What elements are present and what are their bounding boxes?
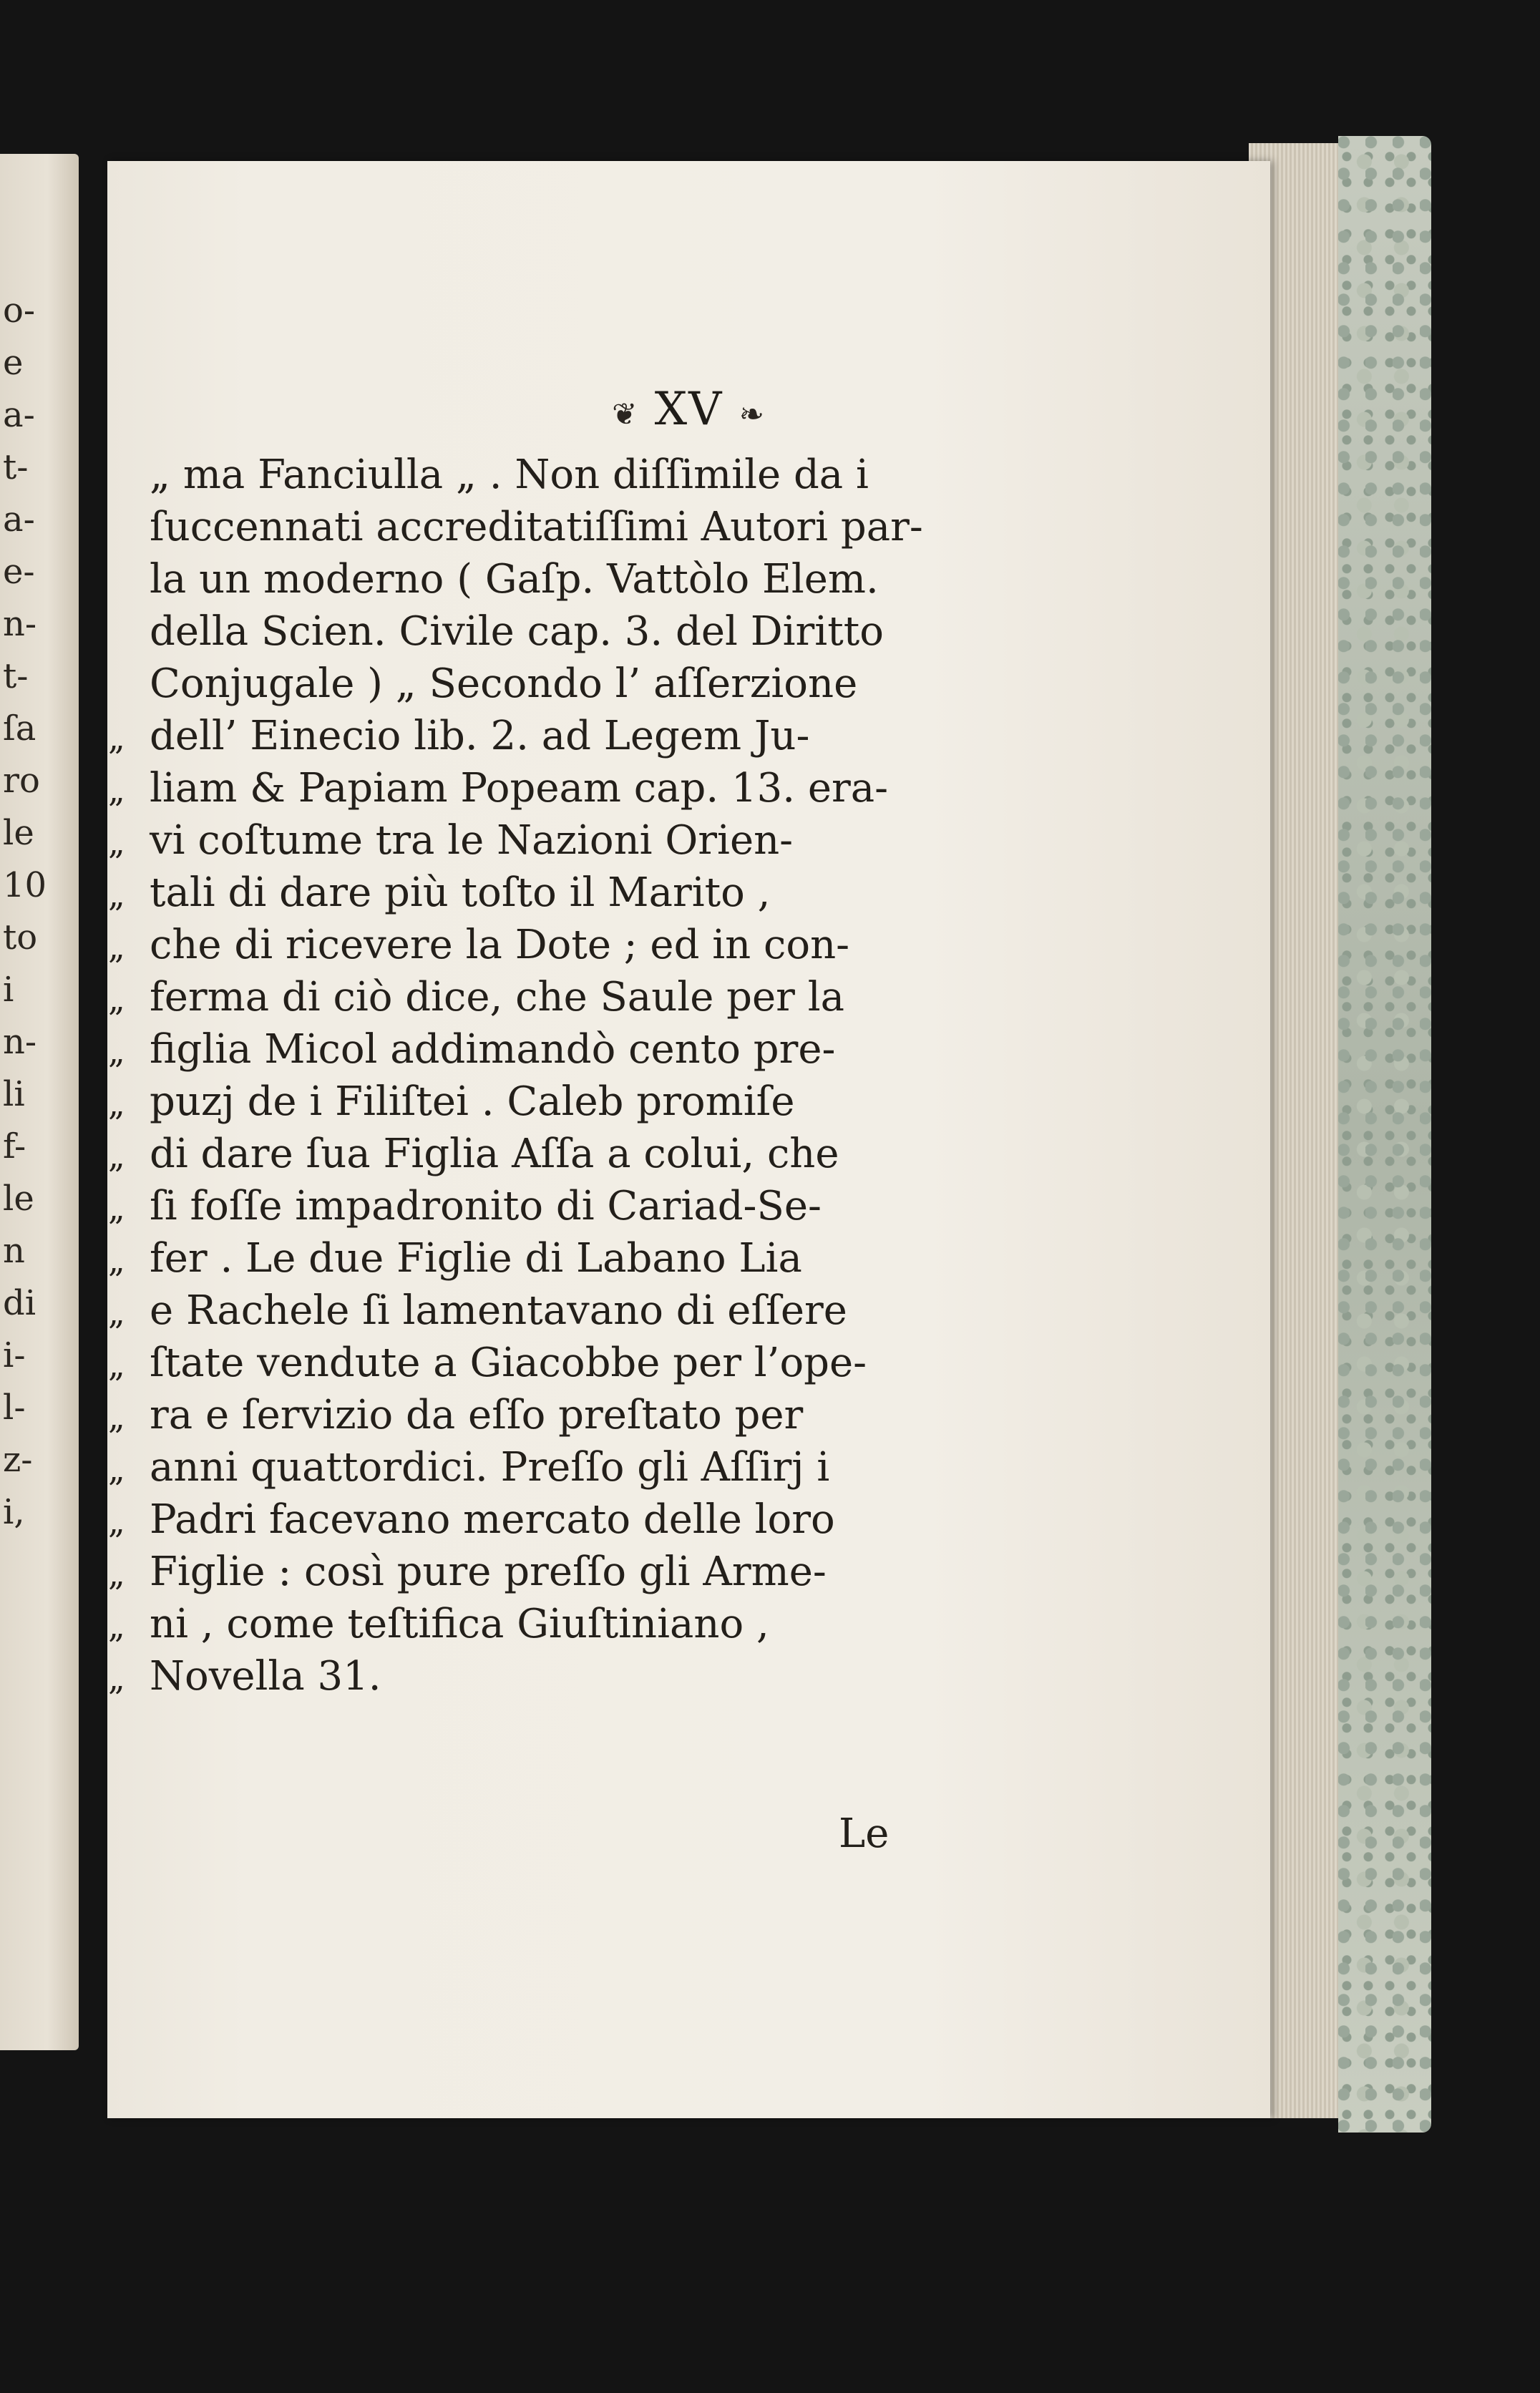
facing-page-fragment: z- xyxy=(3,1440,33,1480)
text-line: „ ſtate vendute a Giacobbe per l’ope- xyxy=(108,1340,867,1386)
page-header xyxy=(107,383,1270,436)
facing-page-fragment: i- xyxy=(3,1335,26,1375)
text-line: „ vi coſtume tra le Nazioni Orien- xyxy=(108,817,794,864)
facing-page-fragment: li xyxy=(3,1074,25,1114)
text-line: „ puzj de i Filiſtei . Caleb promiſe xyxy=(108,1078,795,1125)
marbled-cover xyxy=(1338,136,1431,2133)
book-page xyxy=(107,161,1270,2118)
text-line: „ figlia Micol addimandò cento pre- xyxy=(108,1026,836,1073)
text-line: „ ma Fanciulla „ . Non diſſimile da i xyxy=(150,452,869,498)
facing-page-fragment: a- xyxy=(3,499,35,540)
text-line: „ ferma di ciò dice, che Saule per la xyxy=(108,974,845,1020)
text-line: „ Padri facevano mercato delle loro xyxy=(108,1496,835,1543)
text-line: ſuccennati accreditatiſſimi Autori par- xyxy=(150,504,923,550)
facing-page-fragment: ro xyxy=(3,761,40,801)
text-line: „ ni , come teſtifica Giuſtiniano , xyxy=(108,1601,769,1647)
facing-page-fragment: to xyxy=(3,917,38,957)
facing-page-fragment: e- xyxy=(3,552,35,592)
page-number: XV xyxy=(654,383,723,436)
facing-page-fragment: o- xyxy=(3,291,36,331)
facing-page-fragment: i xyxy=(3,970,14,1010)
ornament-right-icon: ❧ xyxy=(739,396,766,432)
facing-page-fragment: ſa xyxy=(3,708,36,749)
text-line: la un moderno ( Gaſp. Vattòlo Elem. xyxy=(150,556,879,603)
facing-page-edge xyxy=(0,154,79,2050)
facing-page-fragment: di xyxy=(3,1283,36,1323)
facing-page-fragment: le xyxy=(3,813,34,853)
facing-page-fragment: n xyxy=(3,1231,25,1271)
text-line: „ di dare ſua Figlia Aſſa a colui, che xyxy=(108,1131,839,1177)
ornament-left-icon: ❦ xyxy=(612,396,639,432)
facing-page-fragment: le xyxy=(3,1179,34,1219)
text-line: della Scien. Civile cap. 3. del Diritto xyxy=(150,608,884,655)
facing-page-fragment: l- xyxy=(3,1388,26,1428)
facing-page-fragment: f- xyxy=(3,1126,26,1166)
facing-page-fragment: i, xyxy=(3,1492,25,1532)
facing-page-fragment: a- xyxy=(3,395,35,435)
facing-page-fragment: 10 xyxy=(3,865,47,905)
text-line: „ Novella 31. xyxy=(108,1653,381,1700)
text-line: „ ra e ſervizio da eſſo preſtato per xyxy=(108,1392,804,1438)
text-line: „ ſi foſſe impadronito di Cariad-Se- xyxy=(108,1183,822,1229)
body-text xyxy=(108,449,967,1702)
facing-page-fragment: e xyxy=(3,343,24,383)
text-line: „ Figlie : così pure preſſo gli Arme- xyxy=(108,1549,827,1595)
text-line: „ fer . Le due Figlie di Labano Lia xyxy=(108,1235,802,1282)
text-line: „ e Rachele ſi lamentavano di eſſere xyxy=(108,1287,847,1334)
facing-page-fragment: n- xyxy=(3,1022,37,1062)
text-line: „ tali di dare più toſto il Marito , xyxy=(108,869,771,916)
text-line: „ che di ricevere la Dote ; ed in con- xyxy=(108,922,850,968)
facing-page-fragment: n- xyxy=(3,604,37,644)
facing-page-fragment: t- xyxy=(3,656,29,696)
text-line: „ liam & Papiam Popeam cap. 13. era- xyxy=(108,765,889,812)
facing-page-fragment: t- xyxy=(3,447,29,487)
catchword: Le xyxy=(839,1810,890,1857)
text-line: Conjugale ) „ Secondo l’ aſſerzione xyxy=(150,661,858,707)
text-line: „ dell’ Einecio lib. 2. ad Legem Ju- xyxy=(108,713,810,759)
text-line: „ anni quattordici. Preſſo gli Aſſirj i xyxy=(108,1444,830,1491)
